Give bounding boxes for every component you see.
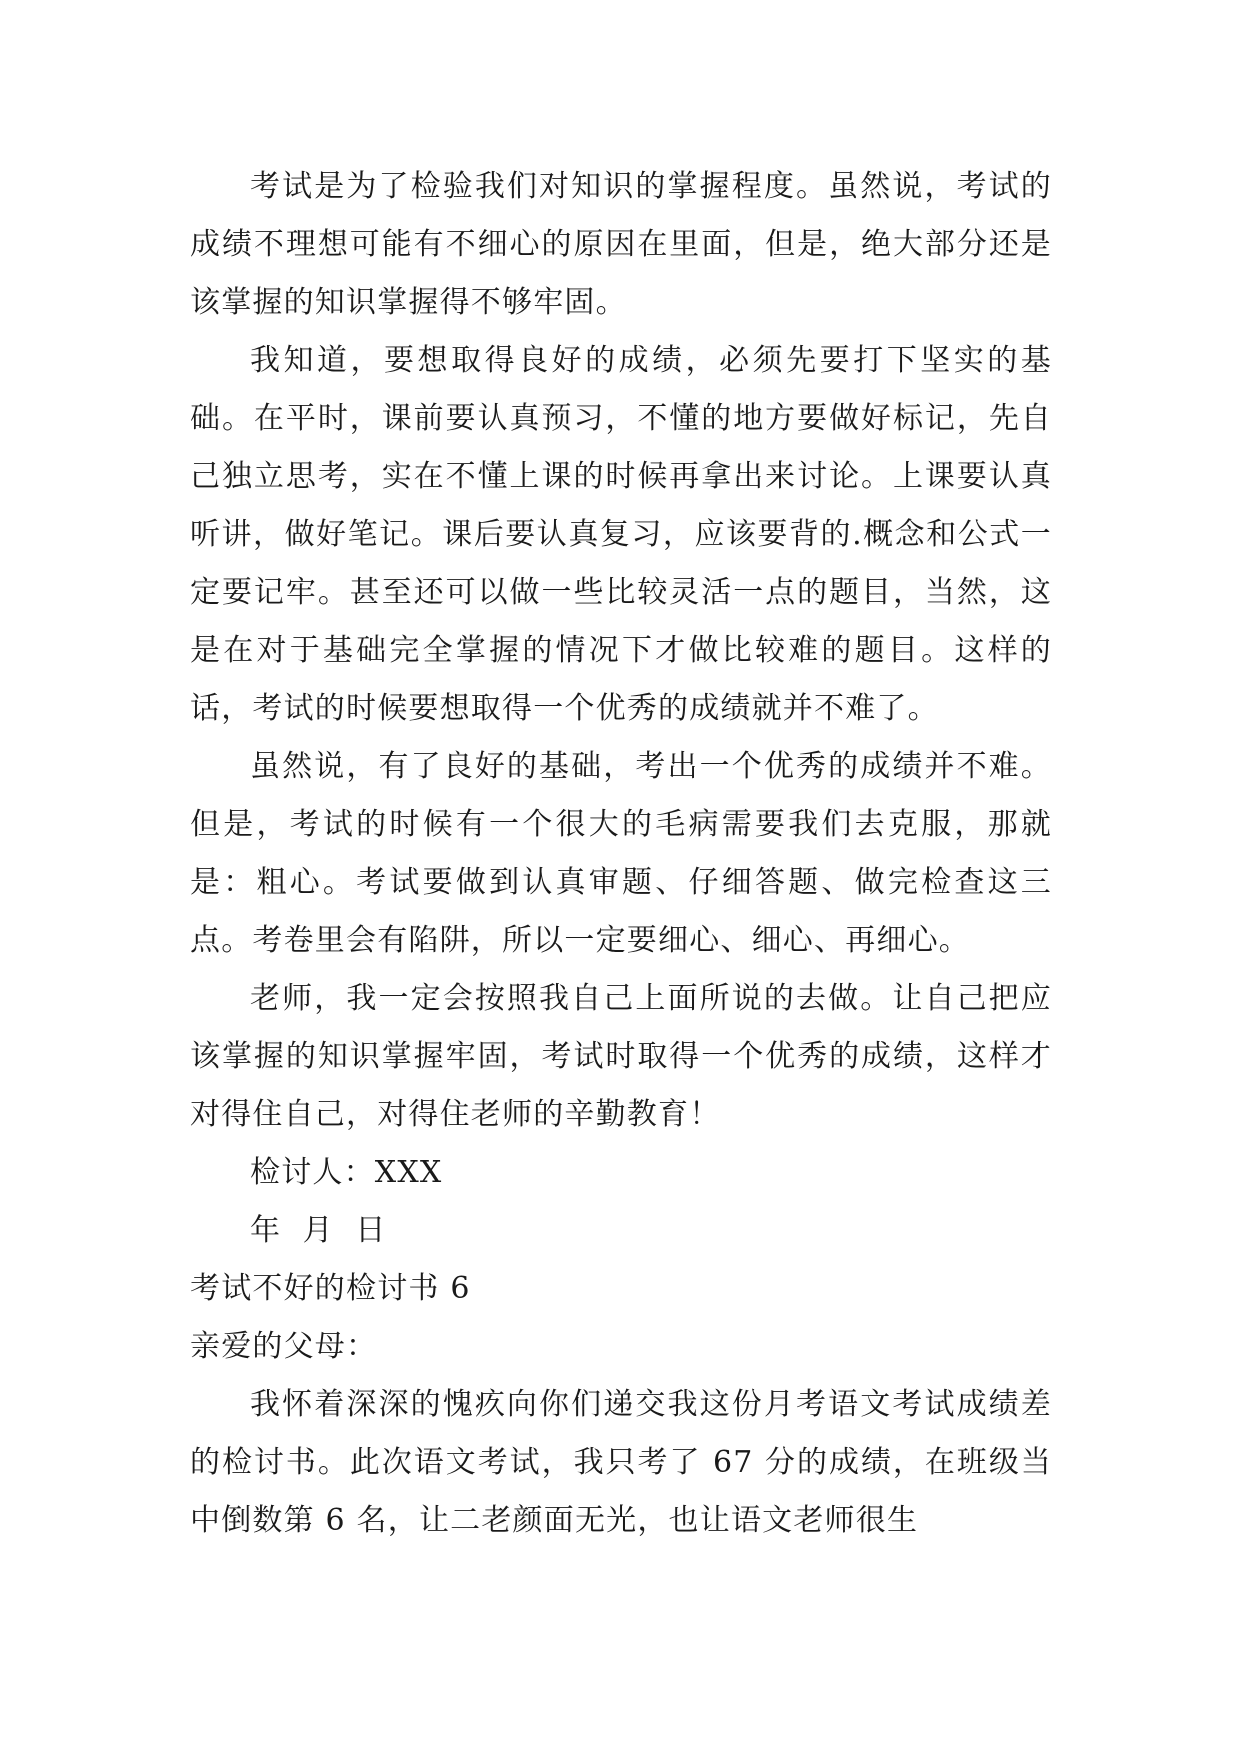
paragraph-promise: 老师，我一定会按照我自己上面所说的去做。让自己把应该掌握的知识掌握牢固，考试时取得一个优秀的成绩，这样才对得住自己，对得住老师的辛勤教育！ — [190, 981, 1052, 1132]
salutation: 亲爱的父母： — [190, 1329, 378, 1364]
paragraph-exam-purpose: 考试是为了检验我们对知识的掌握程度。虽然说，考试的成绩不理想可能有不细心的原因在里面，但是，绝大部分还是该掌握的知识掌握得不够牢固。 — [190, 169, 1052, 320]
paragraph-apology: 我怀着深深的愧疚向你们递交我这份月考语文考试成绩差的检讨书。此次语文考试，我只考了 67 分的成绩，在班级当中倒数第 6 名，让二老颜面无光，也让语文老师很生 — [190, 1387, 1052, 1538]
document-body — [190, 158, 1052, 1550]
paragraph-carelessness: 虽然说，有了良好的基础，考出一个优秀的成绩并不难。但是，考试的时候有一个很大的毛病需要我们去克服，那就是：粗心。考试要做到认真审题、仔细答题、做完检查这三点。考卷里会有陷阱，所以一定要细心、细心、再细心。 — [190, 749, 1052, 958]
signature-line: 检讨人：XXX — [250, 1155, 443, 1190]
section-title: 考试不好的检讨书 6 — [190, 1271, 471, 1306]
date-line: 年 月 日 — [250, 1213, 387, 1248]
paragraph-study-plan: 我知道，要想取得良好的成绩，必须先要打下坚实的基础。在平时，课前要认真预习，不懂的地方要做好标记，先自己独立思考，实在不懂上课的时候再拿出来讨论。上课要认真听讲，做好笔记。课后要认真复习，应该要背的.概念和公式一定要记牢。甚至还可以做一些比较灵活一点的题目，当然，这是在对于基础完全掌握的情况下才做比较难的题目。这样的话，考试的时候要想取得一个优秀的成绩就并不难了。 — [190, 343, 1052, 726]
